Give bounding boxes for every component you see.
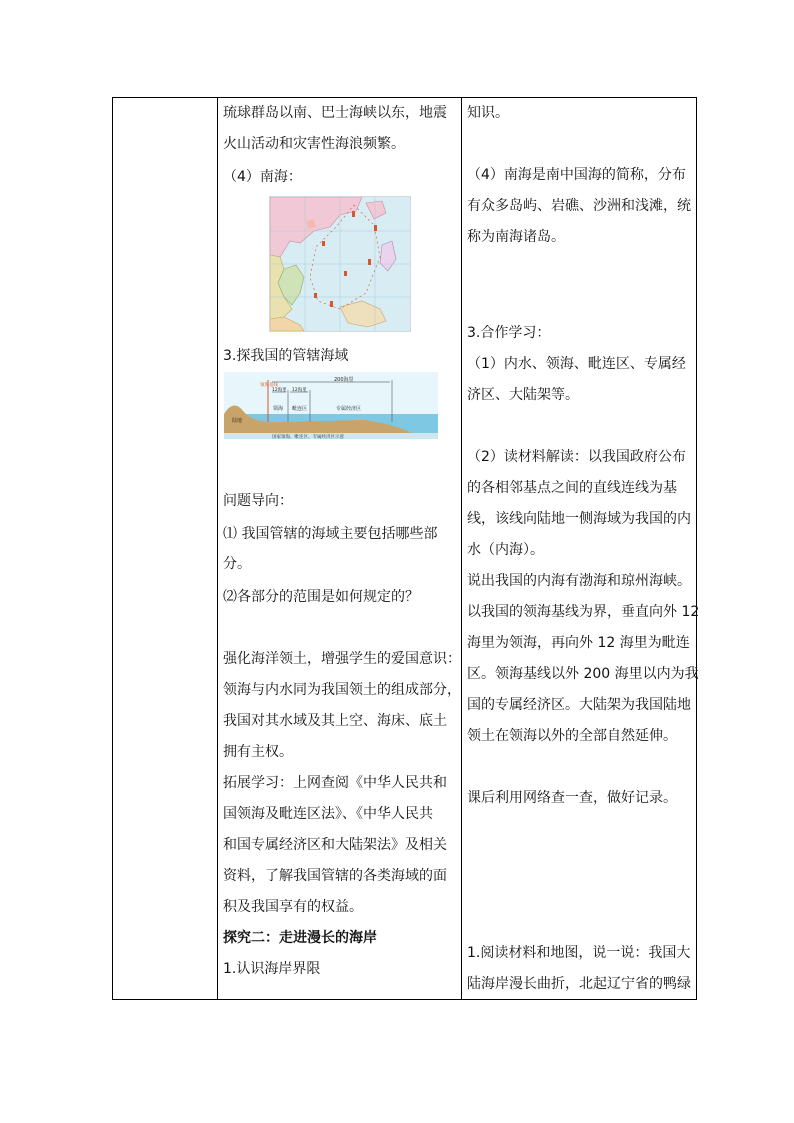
text-line: 火山活动和灾害性海浪频繁。 [223, 136, 405, 152]
question-line: ⑵各部分的范围是如何规定的？ [223, 589, 419, 605]
text-line: 1.阅读材料和地图，说一说：我国大 [467, 945, 691, 961]
text-line: 积及我国享有的权益。 [223, 899, 363, 915]
diagram-12nm-label-a: 12海里 [272, 388, 287, 393]
diagram-200nm-label: 200海里 [334, 377, 354, 383]
text-line: 领土在领海以外的全部自然延伸。 [467, 728, 677, 744]
diagram-eez-label: 专属经济区 [336, 406, 362, 412]
lesson-table [112, 97, 700, 1000]
diagram-land-label: 陆地 [232, 418, 243, 424]
text-line: 和国专属经济区和大陆架法》及相关 [223, 837, 447, 853]
text-line: 称为南海诸岛。 [467, 229, 565, 245]
text-line: （4）南海是南中国海的简称，分布 [467, 167, 686, 183]
diagram-contiguous-zone-label: 毗连区 [292, 406, 308, 412]
column-divider-1 [217, 98, 218, 999]
section-heading: 探究二：走进漫长的海岸 [223, 930, 377, 946]
diagram-graphic [224, 372, 438, 439]
text-line: 琉球群岛以南、巴士海峡以东，地震 [223, 105, 447, 121]
text-line: 资料，了解我国管辖的各类海域的面 [223, 868, 447, 884]
text-line: 拓展学习：上网查阅《中华人民共和 [223, 775, 447, 791]
text-line: 说出我国的内海有渤海和琼州海峡。 [467, 573, 691, 589]
text-line: 水（内海）。 [467, 542, 544, 558]
map-graphic [270, 197, 410, 331]
text-line: 国的专属经济区。大陆架为我国陆地 [467, 697, 691, 713]
text-line: 知识。 [467, 105, 509, 121]
section-heading: 3.探我国的管辖海域 [223, 348, 349, 364]
text-line: （1）内水、领海、毗连区、专属经 [467, 356, 686, 372]
text-line: 领海与内水同为我国领土的组成部分， [223, 682, 461, 698]
text-line: 陆海岸漫长曲折，北起辽宁省的鸭绿 [467, 976, 691, 992]
text-line: 强化海洋领土，增强学生的爱国意识： [223, 651, 461, 667]
text-line: 国领海及毗连区法》、《中华人民共 [223, 806, 433, 822]
text-line: （2）读材料解读：以我国政府公布 [467, 449, 686, 465]
diagram-caption: 国家领海、毗连区、专属经济区示意 [272, 435, 344, 439]
text-line: 的各相邻基点之间的直线连线为基 [467, 480, 677, 496]
text-line: 线，该线向陆地一侧海域为我国的内 [467, 511, 691, 527]
diagram-territorial-sea-label: 领海 [273, 406, 284, 412]
maritime-zones-diagram [224, 372, 438, 439]
text-line: 海里为领海，再向外 12 海里为毗连 [467, 635, 690, 651]
text-line: （4）南海： [223, 169, 302, 185]
text-line: 1.认识海岸界限 [223, 961, 321, 977]
question-line: 分。 [223, 556, 251, 572]
text-line: 济区、大陆架等。 [467, 387, 579, 403]
diagram-12nm-label-b: 12海里 [292, 388, 307, 393]
diagram-baseline-label: 领海基线 [260, 383, 278, 388]
text-line: 问题导向： [223, 493, 293, 509]
student-activity-column [467, 98, 700, 999]
section-heading: 3.合作学习： [467, 325, 551, 341]
south-china-sea-map [269, 196, 411, 332]
text-line: 我国对其水域及其上空、海床、底土 [223, 713, 447, 729]
text-line: 有众多岛屿、岩礁、沙洲和浅滩，统 [467, 198, 691, 214]
text-line: 区。领海基线以外 200 海里以内为我 [467, 666, 699, 682]
text-line: 课后利用网络查一查，做好记录。 [467, 790, 677, 806]
question-line: ⑴ 我国管辖的海域主要包括哪些部 [223, 526, 438, 542]
text-line: 以我国的领海基线为界，垂直向外 12 [467, 604, 700, 620]
text-line: 拥有主权。 [223, 744, 293, 760]
